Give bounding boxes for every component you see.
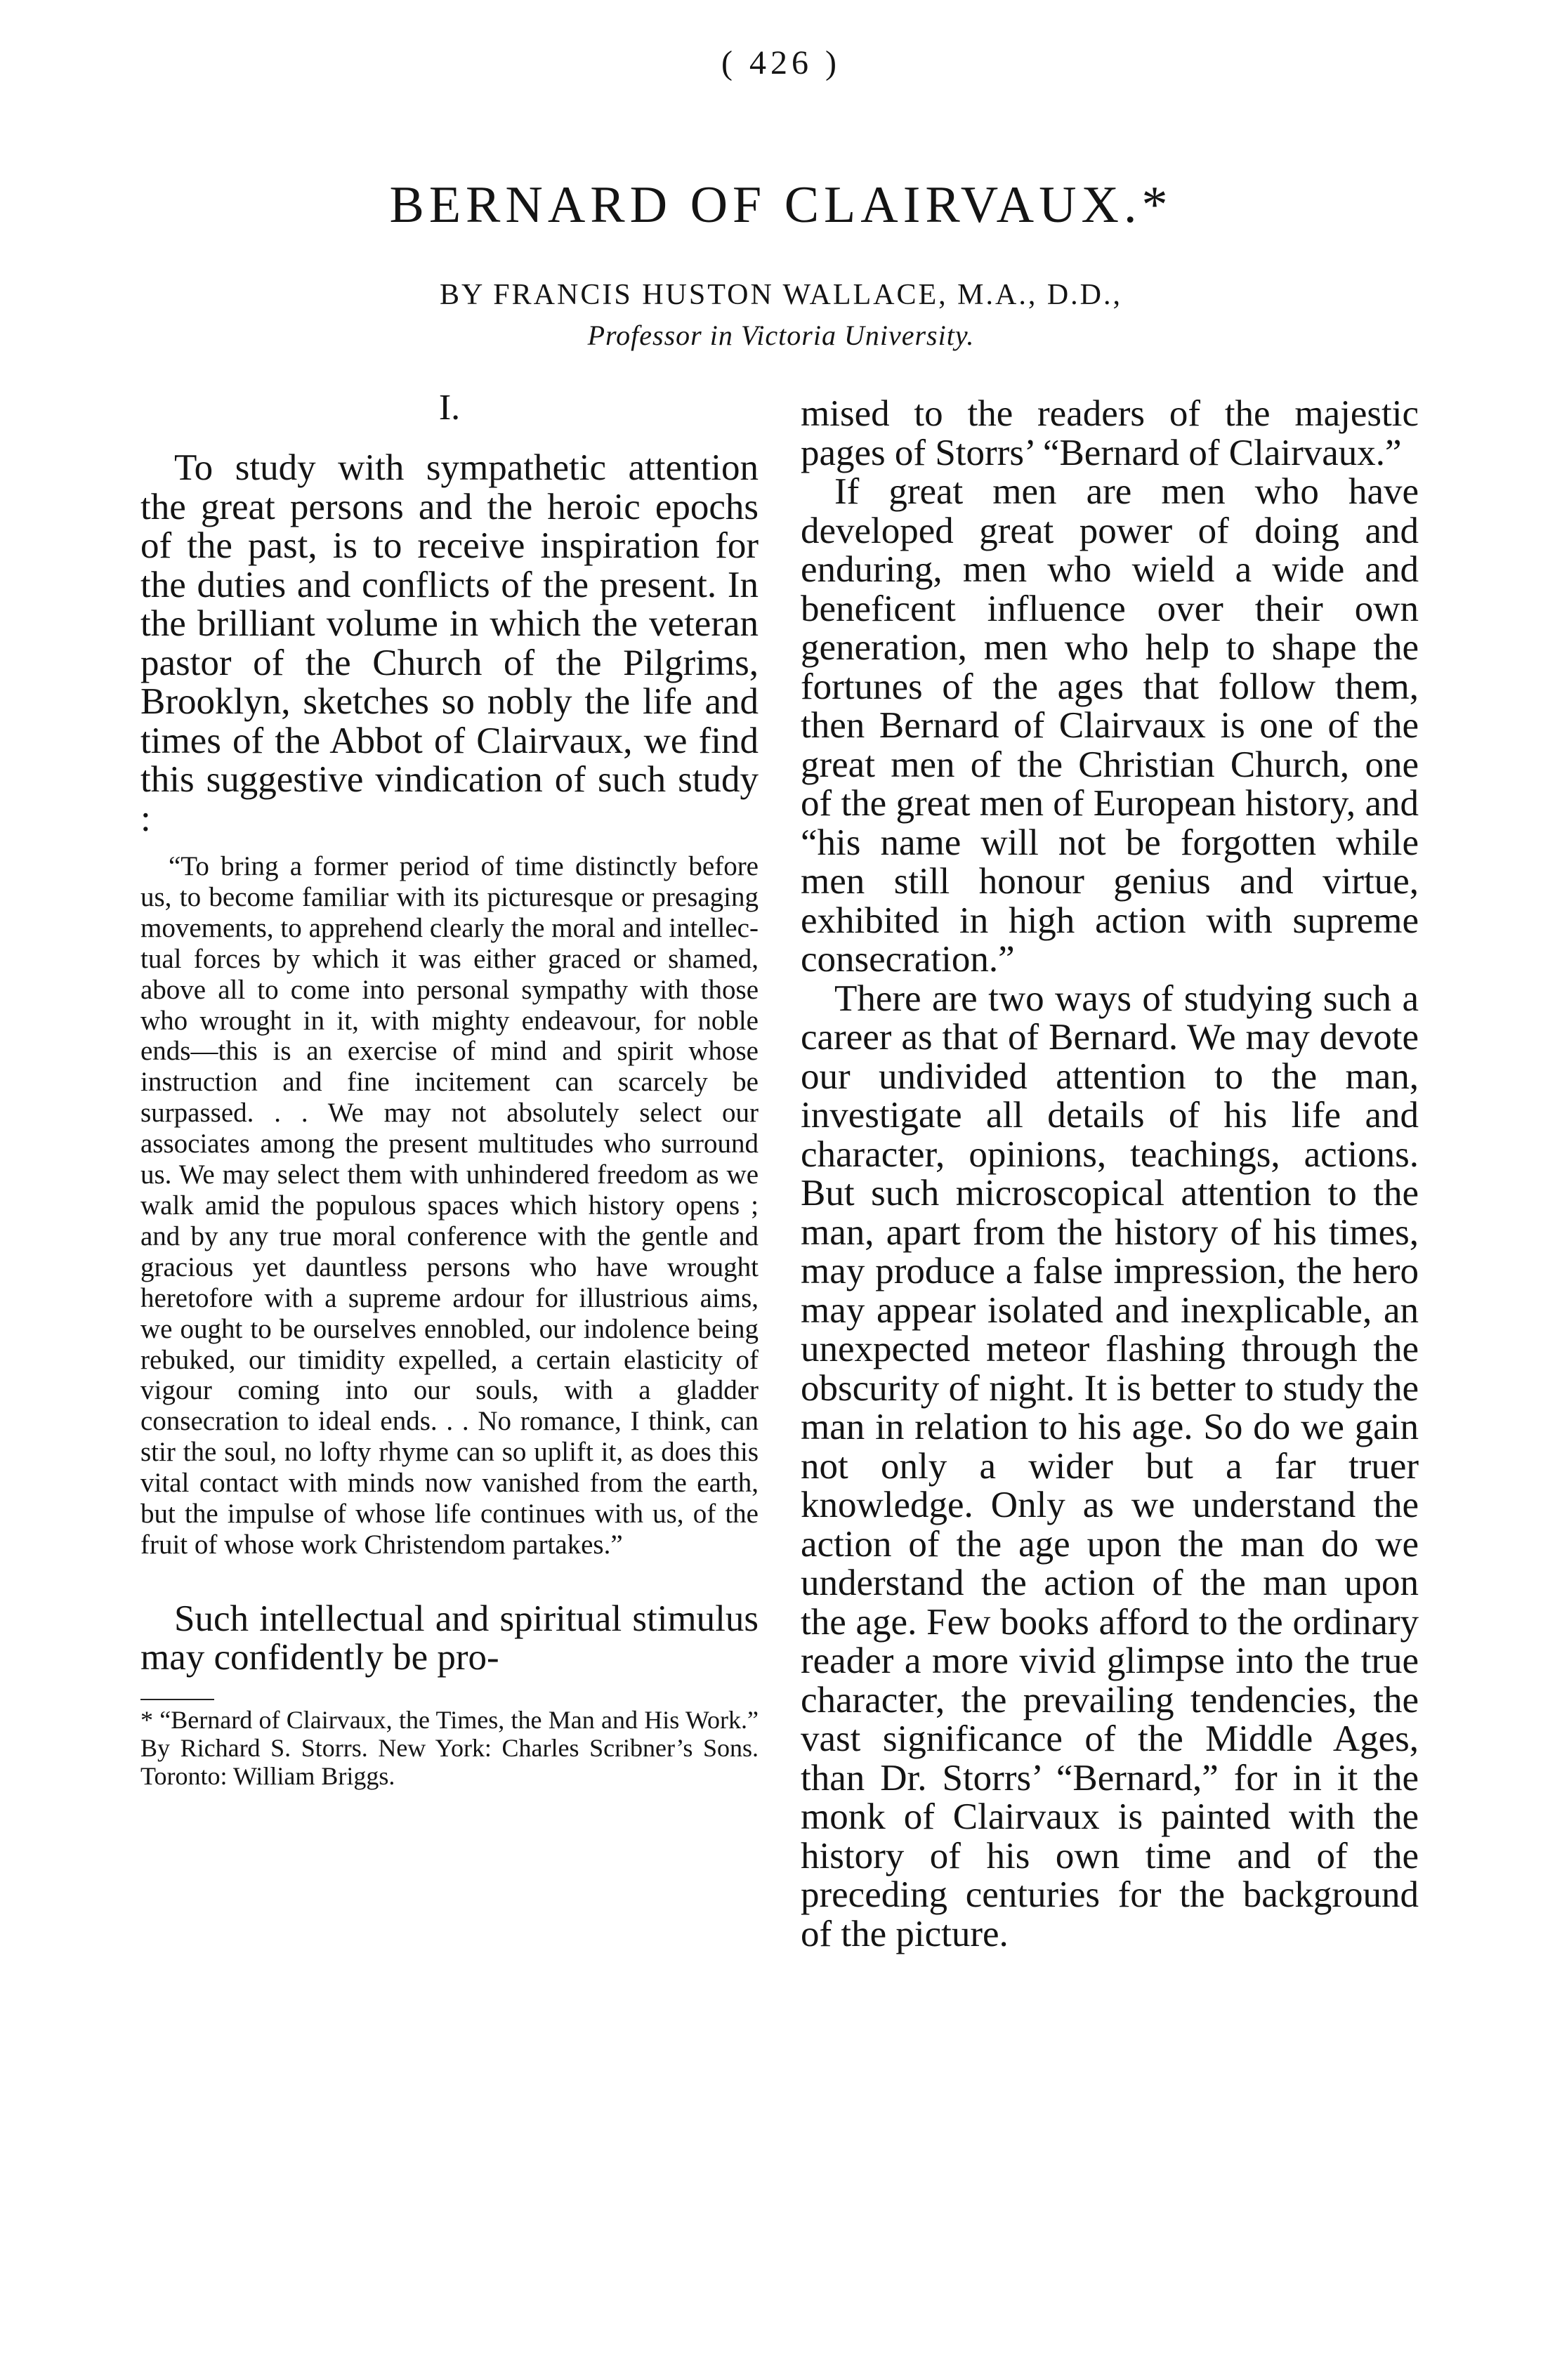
footnote: * “Bernard of Clairvaux, the Times, the Man and His Work.” By Richard S. Storrs. New York: Charles Scribner’s Sons. Toronto: William Briggs. <box>140 1705 759 1790</box>
intro-paragraph: To study with sympathetic attention the great persons and the heroic epochs of the past, is to receive inspiration for the duties and conflicts of the present. In the brilliant volume in which the veteran pastor of the Church of the Pilgrims, Brooklyn, sketches so nobly the life and times of the Abbot of Clairvaux, we find this suggestive vindication of such study : <box>140 447 759 839</box>
author-byline: BY FRANCIS HUSTON WALLACE, M.A., D.D., <box>440 279 1122 311</box>
right-column <box>801 395 1419 1954</box>
page-number: ( 426 ) <box>721 44 841 81</box>
continuation-paragraph: Such intellectual and spiritual stimulus may confidently be pro- <box>140 1598 759 1678</box>
two-ways-paragraph: There are two ways of studying such a career as that of Bernard. We may devote our undivided attention to the man, investigate all details of his life and character, opinions, teachings, actions. But such microscopical attention to the man, apart from the history of his times, may produce a false impression, the hero may appear isolated and inexplicable, an unexpected meteor flashing through the obscurity of night. It is better to study the man in relation to his age. So do we gain not only a wider but a far truer knowledge. Only as we understand the action of the age upon the man do we understand the action of the man upon the age. Few books afford to the ordinary reader a more vivid glimpse into the true character, the prevailing tendencies, the vast significance of the Middle Ages, than Dr. Storrs’ “Bernard,” for in it the monk of Clairvaux is painted with the history of his own time and of the preceding centuries for the background of the picture. <box>801 978 1419 1954</box>
great-men-paragraph: If great men are men who have developed great power of doing and enduring, men who wield a wide and beneficent influence over their own generation, men who help to shape the fortunes of the ages that follow them, then Bernard of Clairvaux is one of the great men of the Christian Church, one of the great men of European history, and “his name will not be forgotten while men still honour genius and virtue, exhibited in high action with supreme consecration.” <box>801 471 1419 980</box>
article-title: BERNARD OF CLAIRVAUX.* <box>389 176 1173 234</box>
footnote-divider <box>140 1699 214 1700</box>
block-quote: “To bring a former period of time distinctly before us, to become familiar with its picturesque or presaging movements, to apprehend clearly the moral and intellectual forces by which it was either graced or shamed, above all to come into personal sympathy with those who wrought in it, with mighty endeavour, for noble ends—this is an exercise of mind and spirit whose instruction and fine incitement can scarcely be surpassed. . . We may not absolutely select our associates among the present multitudes who surround us. We may select them with unhindered freedom as we walk amid the populous spaces which history opens ; and by any true moral conference with the gentle and gracious yet dauntless persons who have wrought heretofore with a supreme ardour for illustrious aims, we ought to be ourselves ennobled, our indolence being rebuked, our timidity expelled, a certain elasticity of vigour coming into our souls, with a gladder consecration to ideal ends. . . No romance, I think, can stir the soul, no lofty rhyme can so uplift it, as does this vital contact with minds now vanished from the earth, but the impulse of whose life continues with us, of the fruit of whose work Christendom partakes.” <box>140 851 759 1560</box>
section-numeral: I. <box>438 388 461 428</box>
left-column <box>140 383 759 1790</box>
continued-paragraph: mised to the readers of the majestic pages of Storrs’ “Bernard of Clairvaux.” <box>801 393 1419 473</box>
author-affiliation: Professor in Victoria University. <box>587 320 975 351</box>
